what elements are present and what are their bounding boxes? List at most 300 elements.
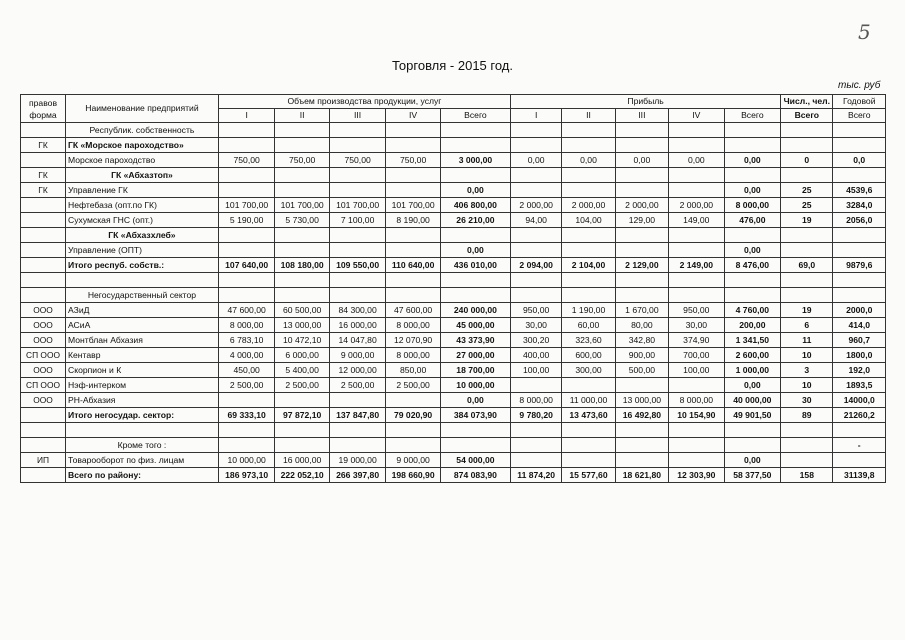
table-row <box>21 408 886 423</box>
company-name-cell: Монтблан Абхазия <box>66 333 219 348</box>
staff-cell <box>781 123 833 138</box>
header-staff: Числ., чел. <box>781 95 833 109</box>
profit-cell <box>511 423 562 438</box>
header-p-total: Всего <box>724 109 781 123</box>
company-name-cell: Морское пароходство <box>66 153 219 168</box>
staff-cell: 3 <box>781 363 833 378</box>
volume-cell: 47 600,00 <box>218 303 275 318</box>
profit-cell: 1 190,00 <box>562 303 615 318</box>
profit-cell <box>724 228 781 243</box>
volume-cell <box>218 288 275 303</box>
volume-cell <box>386 393 440 408</box>
volume-cell <box>218 438 275 453</box>
staff-cell: 19 <box>781 213 833 228</box>
table-row <box>21 288 886 303</box>
profit-cell <box>615 273 668 288</box>
volume-cell: 107 640,00 <box>218 258 275 273</box>
volume-cell <box>386 243 440 258</box>
table-row <box>21 453 886 468</box>
annual-cell: 1893,5 <box>833 378 886 393</box>
company-name-cell: Республик. собственность <box>66 123 219 138</box>
annual-cell <box>833 243 886 258</box>
profit-cell <box>615 183 668 198</box>
table-row <box>21 423 886 438</box>
profit-cell: 0,00 <box>724 183 781 198</box>
company-name-cell: Итого респуб. собств.: <box>66 258 219 273</box>
annual-cell: 0,0 <box>833 153 886 168</box>
header-p-q4: IV <box>669 109 724 123</box>
table-row <box>21 393 886 408</box>
profit-cell <box>615 138 668 153</box>
profit-cell: 149,00 <box>669 213 724 228</box>
staff-cell: 10 <box>781 348 833 363</box>
company-name-cell: Скорпион и К <box>66 363 219 378</box>
legal-form-cell <box>21 468 66 483</box>
volume-cell <box>329 228 386 243</box>
staff-cell: 6 <box>781 318 833 333</box>
profit-cell <box>669 423 724 438</box>
volume-cell <box>275 243 329 258</box>
header-name: Наименование предприятий <box>66 95 219 123</box>
header-v-q1: I <box>218 109 275 123</box>
annual-cell: 21260,2 <box>833 408 886 423</box>
volume-cell: 0,00 <box>440 243 510 258</box>
volume-cell: 5 190,00 <box>218 213 275 228</box>
volume-cell <box>275 438 329 453</box>
header-row <box>21 95 886 109</box>
header-p-q1: I <box>511 109 562 123</box>
profit-cell: 100,00 <box>669 363 724 378</box>
profit-cell <box>562 273 615 288</box>
profit-cell: 400,00 <box>511 348 562 363</box>
profit-cell: 2 104,00 <box>562 258 615 273</box>
profit-cell: 13 000,00 <box>615 393 668 408</box>
volume-cell <box>440 123 510 138</box>
table-row <box>21 198 886 213</box>
profit-cell <box>562 138 615 153</box>
volume-cell <box>386 228 440 243</box>
company-name-cell: Управление (ОПТ) <box>66 243 219 258</box>
volume-cell: 2 500,00 <box>218 378 275 393</box>
volume-cell <box>275 423 329 438</box>
header-volume: Объем производства продукции, услуг <box>218 95 510 109</box>
table-row <box>21 468 886 483</box>
volume-cell <box>329 393 386 408</box>
profit-cell: 0,00 <box>669 153 724 168</box>
legal-form-cell <box>21 123 66 138</box>
profit-cell: 13 473,60 <box>562 408 615 423</box>
profit-cell <box>669 123 724 138</box>
profit-cell <box>511 183 562 198</box>
volume-cell: 8 000,00 <box>218 318 275 333</box>
company-name-cell: ГК «Абхазхлеб» <box>66 228 219 243</box>
volume-cell: 108 180,00 <box>275 258 329 273</box>
profit-cell <box>724 123 781 138</box>
volume-cell <box>218 273 275 288</box>
volume-cell <box>218 183 275 198</box>
profit-cell <box>615 378 668 393</box>
volume-cell: 101 700,00 <box>218 198 275 213</box>
volume-cell <box>329 423 386 438</box>
volume-cell: 2 500,00 <box>386 378 440 393</box>
volume-cell: 750,00 <box>386 153 440 168</box>
legal-form-cell: ООО <box>21 393 66 408</box>
profit-cell: 2 000,00 <box>562 198 615 213</box>
profit-cell: 100,00 <box>511 363 562 378</box>
header-staff-total: Всего <box>781 109 833 123</box>
staff-cell <box>781 243 833 258</box>
profit-cell: 1 341,50 <box>724 333 781 348</box>
profit-cell: 9 780,20 <box>511 408 562 423</box>
legal-form-cell <box>21 258 66 273</box>
profit-cell: 374,90 <box>669 333 724 348</box>
profit-cell <box>615 453 668 468</box>
volume-cell: 436 010,00 <box>440 258 510 273</box>
legal-form-cell: ООО <box>21 363 66 378</box>
legal-form-cell <box>21 198 66 213</box>
staff-cell <box>781 168 833 183</box>
volume-cell <box>218 123 275 138</box>
volume-cell: 8 000,00 <box>386 348 440 363</box>
volume-cell: 12 000,00 <box>329 363 386 378</box>
profit-cell <box>615 123 668 138</box>
staff-cell: 158 <box>781 468 833 483</box>
annual-cell: 2056,0 <box>833 213 886 228</box>
volume-cell: 10 472,10 <box>275 333 329 348</box>
volume-cell <box>275 138 329 153</box>
profit-cell: 94,00 <box>511 213 562 228</box>
volume-cell <box>329 138 386 153</box>
volume-cell <box>218 423 275 438</box>
staff-cell: 25 <box>781 198 833 213</box>
volume-cell <box>386 438 440 453</box>
volume-cell: 198 660,90 <box>386 468 440 483</box>
profit-cell <box>669 453 724 468</box>
legal-form-cell: ГК <box>21 138 66 153</box>
volume-cell: 406 800,00 <box>440 198 510 213</box>
volume-cell: 9 000,00 <box>329 348 386 363</box>
profit-cell: 300,20 <box>511 333 562 348</box>
volume-cell: 12 070,90 <box>386 333 440 348</box>
profit-cell: 0,00 <box>724 153 781 168</box>
profit-cell <box>511 243 562 258</box>
profit-cell: 16 492,80 <box>615 408 668 423</box>
header-profit: Прибыль <box>511 95 781 109</box>
volume-cell: 47 600,00 <box>386 303 440 318</box>
annual-cell <box>833 228 886 243</box>
header-v-q4: IV <box>386 109 440 123</box>
profit-cell <box>511 453 562 468</box>
annual-cell: 14000,0 <box>833 393 886 408</box>
profit-cell: 600,00 <box>562 348 615 363</box>
annual-cell <box>833 273 886 288</box>
staff-cell <box>781 423 833 438</box>
staff-cell: 11 <box>781 333 833 348</box>
profit-cell: 15 577,60 <box>562 468 615 483</box>
profit-cell: 700,00 <box>669 348 724 363</box>
profit-cell: 2 600,00 <box>724 348 781 363</box>
legal-form-cell: ООО <box>21 333 66 348</box>
profit-cell <box>511 168 562 183</box>
table-row <box>21 138 886 153</box>
staff-cell <box>781 288 833 303</box>
volume-cell: 266 397,80 <box>329 468 386 483</box>
profit-cell: 0,00 <box>724 378 781 393</box>
volume-cell <box>275 168 329 183</box>
volume-cell: 7 100,00 <box>329 213 386 228</box>
profit-cell <box>562 168 615 183</box>
volume-cell: 750,00 <box>218 153 275 168</box>
profit-cell: 4 760,00 <box>724 303 781 318</box>
volume-cell: 384 073,90 <box>440 408 510 423</box>
staff-cell <box>781 138 833 153</box>
profit-cell <box>562 123 615 138</box>
volume-cell <box>275 123 329 138</box>
table-row <box>21 168 886 183</box>
page-title: Торговля - 2015 год. <box>392 58 513 73</box>
profit-cell: 0,00 <box>724 243 781 258</box>
profit-cell: 0,00 <box>562 153 615 168</box>
profit-cell: 30,00 <box>669 318 724 333</box>
volume-cell <box>329 288 386 303</box>
volume-cell: 101 700,00 <box>386 198 440 213</box>
profit-cell <box>615 288 668 303</box>
trade-table <box>20 94 886 483</box>
volume-cell: 874 083,90 <box>440 468 510 483</box>
company-name-cell: РН-Абхазия <box>66 393 219 408</box>
company-name-cell: Управление ГК <box>66 183 219 198</box>
profit-cell <box>669 273 724 288</box>
volume-cell: 5 730,00 <box>275 213 329 228</box>
profit-cell: 1 000,00 <box>724 363 781 378</box>
profit-cell: 129,00 <box>615 213 668 228</box>
volume-cell <box>218 228 275 243</box>
annual-cell: 2000,0 <box>833 303 886 318</box>
volume-cell: 3 000,00 <box>440 153 510 168</box>
volume-cell: 240 000,00 <box>440 303 510 318</box>
profit-cell: 2 094,00 <box>511 258 562 273</box>
table-row <box>21 243 886 258</box>
volume-cell <box>440 138 510 153</box>
volume-cell: 60 500,00 <box>275 303 329 318</box>
annual-cell: 192,0 <box>833 363 886 378</box>
volume-cell: 0,00 <box>440 183 510 198</box>
volume-cell <box>275 273 329 288</box>
profit-cell: 12 303,90 <box>669 468 724 483</box>
staff-cell: 25 <box>781 183 833 198</box>
table-row <box>21 228 886 243</box>
table-body <box>21 123 886 483</box>
profit-cell: 0,00 <box>615 153 668 168</box>
profit-cell <box>511 123 562 138</box>
profit-cell <box>511 228 562 243</box>
volume-cell <box>386 138 440 153</box>
annual-cell <box>833 288 886 303</box>
profit-cell: 0,00 <box>724 453 781 468</box>
table-row <box>21 213 886 228</box>
volume-cell: 19 000,00 <box>329 453 386 468</box>
volume-cell: 14 047,80 <box>329 333 386 348</box>
annual-cell <box>833 453 886 468</box>
header-v-total: Всего <box>440 109 510 123</box>
volume-cell <box>329 243 386 258</box>
profit-cell <box>562 423 615 438</box>
profit-cell <box>562 438 615 453</box>
annual-cell: 4539,6 <box>833 183 886 198</box>
profit-cell <box>669 228 724 243</box>
header-form: правов форма <box>21 95 66 123</box>
table-row <box>21 348 886 363</box>
profit-cell <box>669 243 724 258</box>
profit-cell <box>724 288 781 303</box>
volume-cell: 750,00 <box>275 153 329 168</box>
volume-cell: 186 973,10 <box>218 468 275 483</box>
volume-cell <box>440 423 510 438</box>
profit-cell: 900,00 <box>615 348 668 363</box>
volume-cell <box>218 393 275 408</box>
table-row <box>21 333 886 348</box>
profit-cell <box>562 228 615 243</box>
profit-cell: 2 000,00 <box>511 198 562 213</box>
volume-cell: 45 000,00 <box>440 318 510 333</box>
company-name-cell: Кроме того : <box>66 438 219 453</box>
legal-form-cell <box>21 408 66 423</box>
profit-cell: 8 476,00 <box>724 258 781 273</box>
volume-cell <box>440 273 510 288</box>
volume-cell: 13 000,00 <box>275 318 329 333</box>
profit-cell: 8 000,00 <box>724 198 781 213</box>
volume-cell: 8 190,00 <box>386 213 440 228</box>
annual-cell: 9879,6 <box>833 258 886 273</box>
volume-cell: 6 000,00 <box>275 348 329 363</box>
company-name-cell: ГК «Морское пароходство» <box>66 138 219 153</box>
profit-cell: 2 000,00 <box>615 198 668 213</box>
handwritten-page-number: 5 <box>858 20 871 44</box>
volume-cell <box>275 183 329 198</box>
volume-cell: 101 700,00 <box>329 198 386 213</box>
volume-cell <box>440 288 510 303</box>
volume-cell: 16 000,00 <box>275 453 329 468</box>
legal-form-cell <box>21 423 66 438</box>
volume-cell: 79 020,90 <box>386 408 440 423</box>
units-label: тыс. руб <box>838 80 881 91</box>
volume-cell: 110 640,00 <box>386 258 440 273</box>
staff-cell: 89 <box>781 408 833 423</box>
volume-cell <box>386 423 440 438</box>
table-row <box>21 363 886 378</box>
company-name-cell <box>66 273 219 288</box>
profit-cell <box>724 423 781 438</box>
annual-cell <box>833 423 886 438</box>
annual-cell <box>833 168 886 183</box>
profit-cell: 323,60 <box>562 333 615 348</box>
volume-cell: 750,00 <box>329 153 386 168</box>
table-row <box>21 153 886 168</box>
volume-cell <box>329 123 386 138</box>
profit-cell <box>511 288 562 303</box>
profit-cell: 8 000,00 <box>511 393 562 408</box>
volume-cell <box>329 273 386 288</box>
company-name-cell: АЗиД <box>66 303 219 318</box>
table-row <box>21 123 886 138</box>
profit-cell: 10 154,90 <box>669 408 724 423</box>
profit-cell: 18 621,80 <box>615 468 668 483</box>
staff-cell <box>781 453 833 468</box>
profit-cell <box>724 168 781 183</box>
annual-cell <box>833 123 886 138</box>
profit-cell: 2 000,00 <box>669 198 724 213</box>
legal-form-cell: СП ООО <box>21 348 66 363</box>
volume-cell <box>275 393 329 408</box>
header-annual-total: Всего <box>833 109 886 123</box>
annual-cell: - <box>833 438 886 453</box>
profit-cell <box>511 273 562 288</box>
volume-cell: 850,00 <box>386 363 440 378</box>
annual-cell: 31139,8 <box>833 468 886 483</box>
profit-cell <box>615 228 668 243</box>
volume-cell: 10 000,00 <box>440 378 510 393</box>
table-row <box>21 438 886 453</box>
volume-cell <box>386 273 440 288</box>
profit-cell <box>511 138 562 153</box>
volume-cell <box>386 183 440 198</box>
volume-cell <box>329 168 386 183</box>
table-row <box>21 183 886 198</box>
volume-cell: 97 872,10 <box>275 408 329 423</box>
profit-cell: 0,00 <box>511 153 562 168</box>
company-name-cell: Нэф-интерком <box>66 378 219 393</box>
profit-cell <box>615 243 668 258</box>
table-row <box>21 378 886 393</box>
table-row <box>21 258 886 273</box>
profit-cell <box>615 423 668 438</box>
profit-cell <box>669 183 724 198</box>
table-row <box>21 273 886 288</box>
profit-cell: 200,00 <box>724 318 781 333</box>
annual-cell <box>833 138 886 153</box>
volume-cell: 4 000,00 <box>218 348 275 363</box>
volume-cell: 27 000,00 <box>440 348 510 363</box>
legal-form-cell <box>21 288 66 303</box>
volume-cell: 0,00 <box>440 393 510 408</box>
profit-cell <box>615 168 668 183</box>
legal-form-cell <box>21 213 66 228</box>
volume-cell: 16 000,00 <box>329 318 386 333</box>
profit-cell: 2 129,00 <box>615 258 668 273</box>
profit-cell: 60,00 <box>562 318 615 333</box>
profit-cell <box>669 438 724 453</box>
volume-cell <box>386 168 440 183</box>
volume-cell: 222 052,10 <box>275 468 329 483</box>
profit-cell: 11 874,20 <box>511 468 562 483</box>
company-name-cell: ГК «Абхазтоп» <box>66 168 219 183</box>
annual-cell: 1800,0 <box>833 348 886 363</box>
profit-cell <box>511 378 562 393</box>
staff-cell <box>781 228 833 243</box>
profit-cell: 11 000,00 <box>562 393 615 408</box>
volume-cell <box>329 438 386 453</box>
profit-cell <box>562 378 615 393</box>
company-name-cell: Негосударственный сектор <box>66 288 219 303</box>
volume-cell <box>218 138 275 153</box>
profit-cell: 476,00 <box>724 213 781 228</box>
annual-cell: 414,0 <box>833 318 886 333</box>
company-name-cell: Кентавр <box>66 348 219 363</box>
volume-cell: 2 500,00 <box>329 378 386 393</box>
company-name-cell: Сухумская ГНС (опт.) <box>66 213 219 228</box>
staff-cell <box>781 273 833 288</box>
profit-cell: 1 670,00 <box>615 303 668 318</box>
